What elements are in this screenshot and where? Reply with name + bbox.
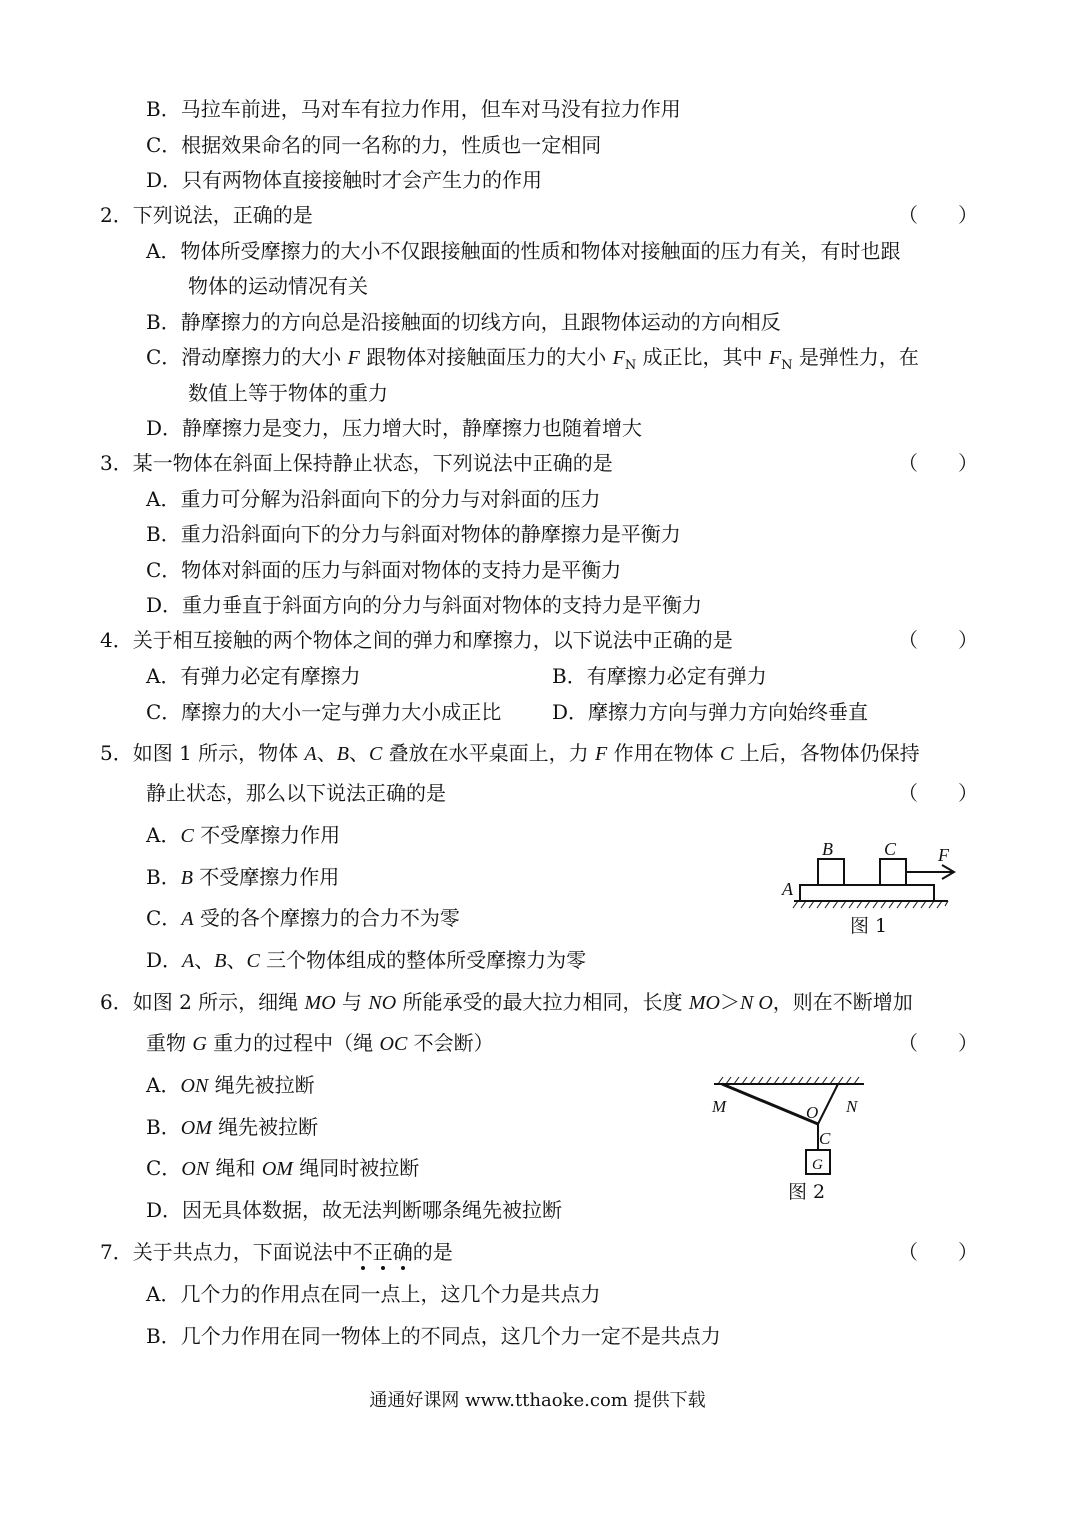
- q6-stem: 6．如图 2 所示，细绳 MO 与 NO 所能承受的最大拉力相同，长度 MO＞N O，则在不断增加: [100, 990, 913, 1014]
- q4-option-d: D．摩擦力方向与弹力方向始终垂直: [552, 700, 869, 724]
- block-b: [818, 859, 844, 885]
- rope-mo: [722, 1084, 818, 1124]
- figure-2: [706, 1074, 872, 1178]
- q1-option-d: D．只有两物体直接接触时才会产生力的作用: [146, 168, 543, 192]
- q5-option-a: A．C 不受摩擦力作用: [146, 823, 341, 847]
- q3-option-c: C．物体对斜面的压力与斜面对物体的支持力是平衡力: [146, 558, 622, 582]
- q6-option-a: A．ON 绳先被拉断: [146, 1073, 315, 1097]
- q2-option-b: B．静摩擦力的方向总是沿接触面的切线方向，且跟物体运动的方向相反: [146, 310, 781, 334]
- label-c: C: [819, 1129, 831, 1148]
- q5-option-b: B．B 不受摩擦力作用: [146, 865, 340, 889]
- q3-option-d: D．重力垂直于斜面方向的分力与斜面对物体的支持力是平衡力: [146, 593, 703, 617]
- q7-option-a: A．几个力的作用点在同一点上，这几个力是共点力: [146, 1282, 601, 1306]
- figure-2-caption: 图 2: [788, 1181, 826, 1203]
- page-footer: 通通好课网 www.tthaoke.com 提供下载: [369, 1390, 706, 1411]
- q7-option-b: B．几个力作用在同一物体上的不同点，这几个力一定不是共点力: [146, 1324, 721, 1348]
- label-f: F: [938, 845, 949, 865]
- q5-answer-blank: （ ）: [898, 781, 978, 805]
- q2-option-a-cont: 物体的运动情况有关: [188, 274, 368, 298]
- label-n: N: [846, 1097, 858, 1116]
- q6-option-d: D．因无具体数据，故无法判断哪条绳先被拉断: [146, 1198, 563, 1222]
- q4-option-a: A．有弹力必定有摩擦力: [146, 664, 361, 688]
- label-a: A: [782, 879, 793, 899]
- label-g: G: [812, 1157, 823, 1173]
- q1-option-b: B．马拉车前进，马对车有拉力作用，但车对马没有拉力作用: [146, 97, 681, 121]
- q4-stem: 4．关于相互接触的两个物体之间的弹力和摩擦力，以下说法中正确的是: [100, 628, 733, 652]
- q4-option-b: B．有摩擦力必定有弹力: [552, 664, 767, 688]
- q2-option-c-cont: 数值上等于物体的重力: [188, 381, 388, 405]
- q7-answer-blank: （ ）: [898, 1240, 978, 1264]
- q3-answer-blank: （ ）: [898, 451, 978, 475]
- q6-option-c: C．ON 绳和 OM 绳同时被拉断: [146, 1156, 420, 1180]
- figure-1-caption: 图 1: [850, 915, 888, 937]
- q5-option-c: C．A 受的各个摩擦力的合力不为零: [146, 906, 460, 930]
- label-m: M: [712, 1097, 727, 1116]
- q1-option-c: C．根据效果命名的同一名称的力，性质也一定相同: [146, 133, 602, 157]
- q5-stem-cont: 静止状态，那么以下说法正确的是: [146, 781, 446, 805]
- q6-answer-blank: （ ）: [898, 1031, 978, 1055]
- q2-option-c: C．滑动摩擦力的大小 F 跟物体对接触面压力的大小 $F_N$ 成正比，其中 $F_N$ 是弹性力，在: [146, 345, 919, 373]
- q2-stem: 2．下列说法，正确的是: [100, 203, 313, 227]
- q5-option-d: D．A、B、C 三个物体组成的整体所受摩擦力为零: [146, 948, 587, 972]
- q4-option-c: C．摩擦力的大小一定与弹力大小成正比: [146, 700, 502, 724]
- label-o: O: [806, 1103, 819, 1122]
- rope-no: [818, 1084, 838, 1124]
- q3-option-a: A．重力可分解为沿斜面向下的分力与对斜面的压力: [146, 487, 601, 511]
- block-c: [880, 859, 906, 885]
- q4-answer-blank: （ ）: [898, 628, 978, 652]
- q6-option-b: B．OM 绳先被拉断: [146, 1115, 319, 1139]
- q2-option-d: D．静摩擦力是变力，压力增大时，静摩擦力也随着增大: [146, 416, 643, 440]
- q2-answer-blank: （ ）: [898, 203, 978, 227]
- q2-option-a: A．物体所受摩擦力的大小不仅跟接触面的性质和物体对接触面的压力有关，有时也跟: [146, 239, 901, 263]
- label-b: B: [822, 839, 833, 859]
- block-a: [800, 885, 934, 901]
- q3-option-b: B．重力沿斜面向下的分力与斜面对物体的静摩擦力是平衡力: [146, 522, 681, 546]
- q7-stem: 7．关于共点力，下面说法中不正确的是: [100, 1240, 453, 1264]
- q6-stem-cont: 重物 G 重力的过程中（绳 OC 不会断）: [146, 1031, 494, 1055]
- q5-stem: 5．如图 1 所示，物体 A、B、C 叠放在水平桌面上，力 F 作用在物体 C 上后，各物体仍保持: [100, 741, 920, 765]
- label-c: C: [884, 839, 897, 859]
- q3-stem: 3．某一物体在斜面上保持静止状态，下列说法中正确的是: [100, 451, 613, 475]
